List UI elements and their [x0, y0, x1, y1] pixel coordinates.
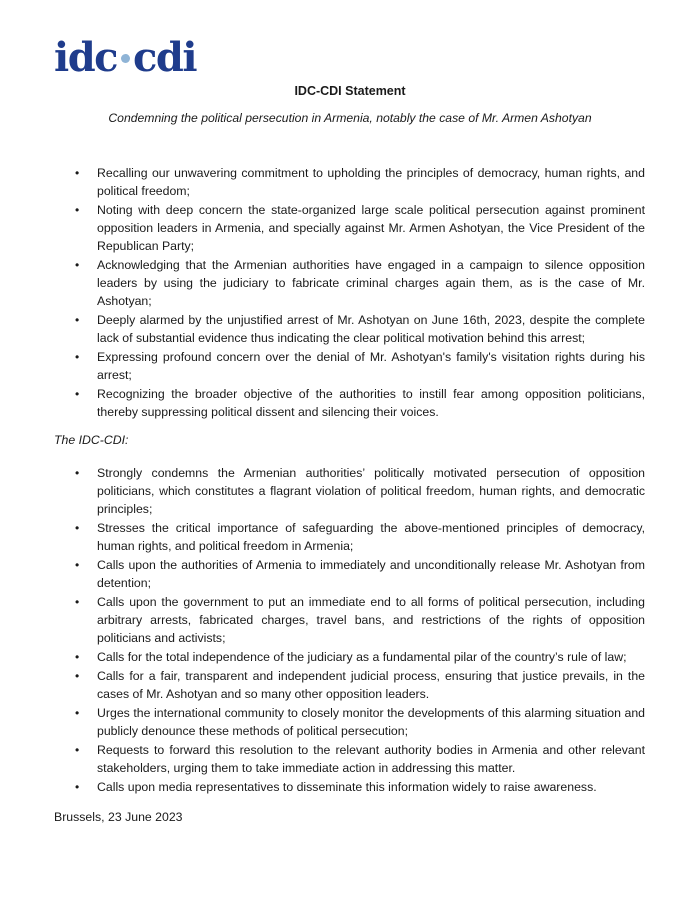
bullet-icon: • — [75, 258, 80, 272]
list-item-text: Expressing profound concern over the denial of Mr. Ashotyan's family's visitation rights during his arrest; — [97, 350, 645, 382]
list-item — [0, 311, 645, 347]
bullet-icon: • — [75, 595, 80, 609]
bullet-icon: • — [75, 466, 80, 480]
list-item — [0, 778, 645, 796]
list-item-text: Recognizing the broader objective of the authorities to instill fear among opposition politicians, thereby suppressing political dissent and silencing their voices. — [97, 387, 645, 419]
list-item — [0, 464, 645, 518]
place-and-date: Brussels, 23 June 2023 — [54, 810, 183, 824]
list-item-text: Deeply alarmed by the unjustified arrest of Mr. Ashotyan on June 16th, 2023, despite the complete lack of substantial evidence thus indicating the clear political motivation behind this arrest; — [97, 313, 645, 345]
list-item-text: Requests to forward this resolution to the relevant authority bodies in Armenia and other relevant stakeholders, urging them to take immediate action in addressing this matter. — [97, 743, 645, 775]
list-item — [0, 667, 645, 703]
preamble-list — [0, 164, 700, 422]
bullet-icon: • — [75, 650, 80, 664]
idc-cdi-logo — [54, 36, 196, 80]
list-item-text: Calls for a fair, transparent and independent judicial process, ensuring that justice prevails, in the cases of Mr. Ashotyan and so many other opposition leaders. — [97, 669, 645, 701]
logo-dot-icon — [121, 54, 130, 63]
list-item — [0, 348, 645, 384]
resolution-label: The IDC-CDI: — [54, 433, 129, 447]
list-item — [0, 741, 645, 777]
resolution-list — [0, 464, 700, 797]
list-item-text: Stresses the critical importance of safeguarding the above-mentioned principles of democracy, human rights, and political freedom in Armenia; — [97, 521, 645, 553]
list-item-text: Strongly condemns the Armenian authorities’ politically motivated persecution of opposition politicians, which constitutes a flagrant violation of political freedom, human rights, and democratic principles; — [97, 466, 645, 516]
list-item — [0, 519, 645, 555]
statement-title: IDC-CDI Statement — [294, 84, 406, 98]
list-item — [0, 704, 645, 740]
list-item — [0, 385, 645, 421]
bullet-icon: • — [75, 706, 80, 720]
list-item-text: Calls upon the government to put an immediate end to all forms of political persecution, including arbitrary arrests, fabricated charges, travel bans, and restrictions of the rights of opposition politicians and activists; — [97, 595, 645, 645]
list-item-text: Noting with deep concern the state-organized large scale political persecution against prominent opposition leaders in Armenia, and specially against Mr. Armen Ashotyan, the Vice President of the Republican Party; — [97, 203, 645, 253]
bullet-icon: • — [75, 203, 80, 217]
logo-text-right: cdi — [133, 34, 197, 81]
list-item-text: Calls upon the authorities of Armenia to immediately and unconditionally release Mr. Ashotyan from detention; — [97, 558, 645, 590]
bullet-icon: • — [75, 521, 80, 535]
list-item-text: Acknowledging that the Armenian authorities have engaged in a campaign to silence opposition leaders by using the judiciary to fabricate criminal charges again them, as is the case of Mr. Ashotyan; — [97, 258, 645, 308]
bullet-icon: • — [75, 780, 80, 794]
bullet-icon: • — [75, 313, 80, 327]
list-item — [0, 648, 645, 666]
bullet-icon: • — [75, 669, 80, 683]
list-item-text: Urges the international community to closely monitor the developments of this alarming situation and publicly denounce these methods of political persecution; — [97, 706, 645, 738]
list-item — [0, 593, 645, 647]
bullet-icon: • — [75, 387, 80, 401]
bullet-icon: • — [75, 558, 80, 572]
statement-subtitle: Condemning the political persecution in Armenia, notably the case of Mr. Armen Ashotyan — [108, 111, 592, 125]
list-item — [0, 201, 645, 255]
list-item — [0, 256, 645, 310]
bullet-icon: • — [75, 350, 80, 364]
list-item-text: Calls upon media representatives to disseminate this information widely to raise awareness. — [97, 780, 597, 794]
list-item — [0, 556, 645, 592]
list-item — [0, 164, 645, 200]
bullet-icon: • — [75, 166, 80, 180]
logo-text-left: idc — [54, 34, 118, 81]
list-item-text: Recalling our unwavering commitment to upholding the principles of democracy, human rights, and political freedom; — [97, 166, 645, 198]
list-item-text: Calls for the total independence of the judiciary as a fundamental pilar of the country’s rule of law; — [97, 650, 627, 664]
bullet-icon: • — [75, 743, 80, 757]
